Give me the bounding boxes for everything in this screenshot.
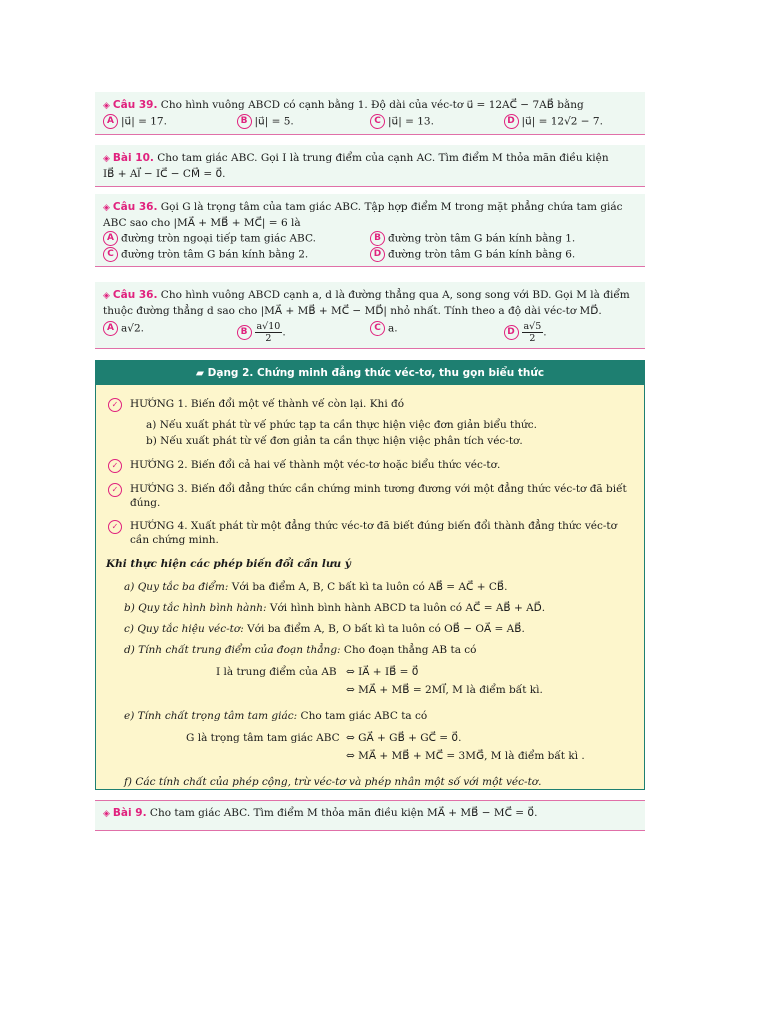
- option-c[interactable]: [370, 114, 504, 130]
- option-b[interactable]: [237, 321, 371, 344]
- note-heading: Khi thực hiện các phép biến đổi cần lưu ý: [106, 558, 351, 570]
- rule-d: d) Tính chất trung điểm của đoạn thẳng: Cho đoạn thẳng AB ta có: [124, 644, 477, 656]
- denominator: 2: [529, 333, 536, 344]
- option-d[interactable]: [370, 247, 637, 263]
- option-d-icon: D: [504, 325, 519, 340]
- option-c-icon: C: [103, 247, 118, 262]
- option-a-icon: A: [103, 321, 118, 336]
- method-box: [95, 360, 645, 790]
- numerator: a√5: [523, 321, 542, 332]
- direction-1: ✓ HƯỚNG 1. Biến đổi một vế thành vế còn lại. Khi đó: [106, 397, 634, 412]
- answer-options: [103, 114, 637, 130]
- numerator: a√10: [256, 321, 281, 332]
- option-a-icon: A: [103, 231, 118, 246]
- question-label: ◈ Câu 36.: [103, 289, 158, 301]
- direction-3: ✓ HƯỚNG 3. Biến đổi đẳng thức cần chứng minh tương đương với một đẳng thức véc-tơ đã biết đúng.: [106, 482, 634, 510]
- option-a-icon: A: [103, 114, 118, 129]
- option-text: .: [282, 326, 286, 339]
- rule-b: b) Quy tắc hình bình hành: Với hình bình hành ABCD ta luôn có AC⃗ = AB⃗ + AD⃗.: [124, 602, 546, 614]
- direction-1a: a) Nếu xuất phát từ vế phức tạp ta cần thực hiện việc đơn giản biểu thức.: [146, 419, 538, 431]
- question-36-b: [95, 282, 645, 349]
- centroid-equation: G là trọng tâm tam giác ABC ⇔ GA⃗ + GB⃗ + GC⃗ = 0⃗.: [186, 732, 462, 744]
- option-text: đường tròn tâm G bán kính bằng 2.: [121, 248, 309, 260]
- method-title: ▰ Dạng 2. Chứng minh đẳng thức véc-tơ, thu gọn biểu thức: [96, 361, 644, 385]
- diamond-icon: ◈: [103, 154, 110, 164]
- diamond-icon: ◈: [103, 101, 110, 111]
- option-d-icon: D: [504, 114, 519, 129]
- rule-e: e) Tính chất trọng tâm tam giác: Cho tam giác ABC ta có: [124, 710, 428, 722]
- option-text: |u⃗| = 12√2 − 7.: [521, 115, 603, 128]
- rule-f: f) Các tính chất của phép cộng, trừ véc-tơ và phép nhân một số với một véc-tơ.: [124, 776, 542, 788]
- option-text: |u⃗| = 13.: [388, 115, 434, 128]
- option-b[interactable]: [370, 231, 637, 247]
- option-b-icon: B: [237, 114, 252, 129]
- option-c[interactable]: [370, 321, 504, 344]
- question-text: Cho tam giác ABC. Gọi I là trung điểm của cạnh AC. Tìm điểm M thỏa mãn điều kiện: [157, 152, 609, 164]
- question-text: Cho tam giác ABC. Tìm điểm M thỏa mãn điều kiện MA⃗ + MB⃗ − MC⃗ = 0⃗.: [149, 807, 538, 819]
- question-text: Cho hình vuông ABCD có cạnh bằng 1. Độ dài của véc-tơ u⃗ = 12AC⃗ − 7AB⃗ bằng: [160, 99, 584, 111]
- check-circle-icon: ✓: [108, 398, 122, 412]
- check-circle-icon: ✓: [108, 483, 122, 497]
- option-text: đường tròn ngoại tiếp tam giác ABC.: [121, 232, 316, 245]
- option-c-icon: C: [370, 114, 385, 129]
- option-text: |u⃗| = 5.: [254, 115, 294, 128]
- fraction: [255, 321, 286, 344]
- answer-options: [103, 231, 637, 247]
- midpoint-equation: I là trung điểm của AB ⇔ IA⃗ + IB⃗ = 0⃗: [216, 666, 419, 678]
- option-text: a√2.: [121, 322, 144, 335]
- question-condition: IB⃗ + AI⃗ − IC⃗ − CM⃗ = 0⃗.: [103, 168, 226, 180]
- question-label: ◈ Bài 9.: [103, 807, 147, 819]
- question-label: ◈ Câu 39.: [103, 99, 158, 111]
- folder-icon: ▰: [195, 367, 208, 379]
- diamond-icon: ◈: [103, 291, 110, 301]
- option-a[interactable]: [103, 114, 237, 130]
- exercise-9: [95, 800, 645, 831]
- question-text-2: thuộc đường thẳng d sao cho |MA⃗ + MB⃗ + MC⃗ − MD⃗| nhỏ nhất. Tính theo a độ dài véc-tơ MD⃗.: [103, 305, 602, 317]
- option-d[interactable]: [504, 114, 638, 130]
- option-b[interactable]: [237, 114, 371, 130]
- option-text: .: [543, 326, 547, 339]
- question-36-a: [95, 194, 645, 267]
- option-d-icon: D: [370, 247, 385, 262]
- diamond-icon: ◈: [103, 809, 110, 819]
- option-c-icon: C: [370, 321, 385, 336]
- fraction: [522, 321, 547, 344]
- question-text: Gọi G là trọng tâm của tam giác ABC. Tập hợp điểm M trong mặt phẳng chứa tam giác: [160, 201, 623, 213]
- option-b-icon: B: [370, 231, 385, 246]
- option-text: a.: [388, 322, 398, 335]
- option-a[interactable]: [103, 321, 237, 344]
- direction-2: ✓ HƯỚNG 2. Biến đổi cả hai vế thành một véc-tơ hoặc biểu thức véc-tơ.: [106, 458, 634, 473]
- question-label: ◈ Câu 36.: [103, 201, 158, 213]
- question-text: Cho hình vuông ABCD cạnh a, d là đường thẳng qua A, song song với BD. Gọi M là điểm: [160, 289, 630, 301]
- question-39: [95, 92, 645, 135]
- denominator: 2: [265, 333, 272, 344]
- option-text: |u⃗| = 17.: [121, 115, 167, 128]
- diamond-icon: ◈: [103, 203, 110, 213]
- option-text: đường tròn tâm G bán kính bằng 6.: [388, 248, 576, 260]
- option-a[interactable]: [103, 231, 370, 247]
- exercise-10: [95, 145, 645, 187]
- rule-c: c) Quy tắc hiệu véc-tơ: Với ba điểm A, B, O bất kì ta luôn có OB⃗ − OA⃗ = AB⃗.: [124, 623, 525, 635]
- rule-a: a) Quy tắc ba điểm: Với ba điểm A, B, C bất kì ta luôn có AB⃗ = AC⃗ + CB⃗.: [124, 581, 508, 593]
- midpoint-equation-2: ⇔ MA⃗ + MB⃗ = 2MI⃗, M là điểm bất kì.: [346, 684, 543, 696]
- question-text-2: ABC sao cho |MA⃗ + MB⃗ + MC⃗| = 6 là: [103, 217, 301, 229]
- direction-4: ✓ HƯỚNG 4. Xuất phát từ một đẳng thức véc-tơ đã biết đúng biến đổi thành đẳng thức véc-tơ cần chứng minh.: [106, 519, 634, 547]
- centroid-equation-2: ⇔ MA⃗ + MB⃗ + MC⃗ = 3MG⃗, M là điểm bất kì .: [346, 750, 585, 762]
- answer-options: [103, 247, 637, 263]
- option-c[interactable]: [103, 247, 370, 263]
- answer-options: [103, 321, 637, 344]
- option-text: đường tròn tâm G bán kính bằng 1.: [388, 232, 576, 245]
- check-circle-icon: ✓: [108, 520, 122, 534]
- direction-1b: b) Nếu xuất phát từ vế đơn giản ta cần thực hiện việc phân tích véc-tơ.: [146, 435, 523, 447]
- option-d[interactable]: [504, 321, 638, 344]
- option-b-icon: B: [237, 325, 252, 340]
- question-label: ◈ Bài 10.: [103, 152, 154, 164]
- check-circle-icon: ✓: [108, 459, 122, 473]
